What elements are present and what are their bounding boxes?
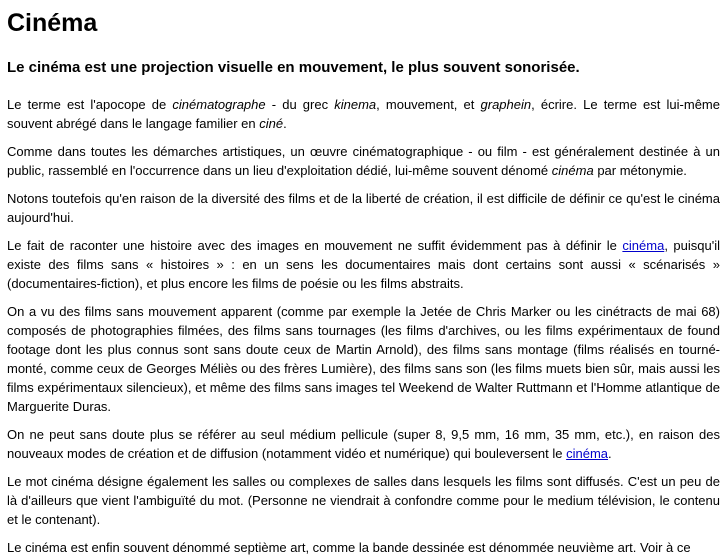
paragraph-venues: Le mot cinéma désigne également les salles ou complexes de salles dans lesquels les films sont diffusés. C'est un peu de là d'ailleurs que vient l'ambiguïté du mot. (Personne ne viendrait à confondre comme pour le medium télévision, le contenu et le contenant). — [7, 474, 720, 527]
text-run-italic: cinéma — [551, 163, 594, 178]
text-run: , puisqu'il existe des films sans « histoires » : en un sens les documentaires mais dont certains sont aussi « scénarisés » (documentaires-fiction), et plus encore les films de poésie ou les films abstraits. — [7, 238, 720, 291]
text-run: - du grec — [265, 97, 335, 112]
text-run: Comme dans toutes les démarches artistiques, un œuvre cinématographique - ou film - est généralement destinée à un public, rassemblé en l'occurrence dans un lieu d'exploitation dédié, lui-même souvent dénomé — [7, 144, 720, 178]
text-run-italic: kinema — [334, 97, 377, 112]
paragraph-story — [7, 236, 720, 293]
cinema-link[interactable]: cinéma — [566, 446, 609, 461]
text-run-italic: cinématographe — [172, 97, 266, 112]
paragraph-medium — [7, 425, 720, 463]
text-run: Le fait de raconter une histoire avec des images en mouvement ne suffit évidemment pas à définir le — [7, 238, 623, 253]
page-subtitle: Le cinéma est une projection visuelle en mouvement, le plus souvent sonorisée. — [7, 59, 580, 76]
text-run-italic: ciné — [259, 116, 284, 131]
text-run: . — [608, 446, 612, 461]
text-run-italic: graphein — [480, 97, 532, 112]
text-run: , mouvement, et — [376, 97, 481, 112]
text-run: , écrire. Le terme est lui-même souvent abrégé dans le langage familier en — [7, 97, 720, 131]
paragraph-diversity: Notons toutefois qu'en raison de la diversité des films et de la liberté de création, il est difficile de définir ce qu'est le cinéma aujourd'hui. — [7, 191, 720, 225]
page-title: Cinéma — [7, 9, 98, 37]
paragraph-seventh-art: Le cinéma est enfin souvent dénommé septième art, comme la bande dessinée est dénommée neuvième art. Voir à ce — [7, 540, 691, 555]
paragraph-examples: On a vu des films sans mouvement apparent (comme par exemple la Jetée de Chris Marker ou les cinétracts de mai 68) composés de photographies filmées, des films sans tournages (les films d'archives, ou les films expérimentaux de found footage dont les plus connus sont sans doute ceux de Martin Arnold), des films sans montage (films réalisés en tourné-monté, comme ceux de Georges Méliès ou des frères Lumière), des films sans son (les films muets bien sûr, mais aussi les films expérimentaux silencieux), et même des films sans images tel Weekend de Walter Ruttmann et l'Homme atlantique de Marguerite Duras. — [7, 304, 720, 414]
cinema-link[interactable]: cinéma — [622, 238, 665, 253]
text-run: Le terme est l'apocope de — [7, 97, 173, 112]
text-run: par métonymie. — [593, 163, 687, 178]
paragraph-public — [7, 142, 720, 180]
text-run: On ne peut sans doute plus se référer au seul médium pellicule (super 8, 9,5 mm, 16 mm, 35 mm, etc.), en raison des nouveaux modes de création et de diffusion (notamment vidéo et numérique) qui bouleversent le — [7, 427, 720, 461]
paragraph-etymology — [7, 95, 720, 133]
text-run: . — [283, 116, 287, 131]
